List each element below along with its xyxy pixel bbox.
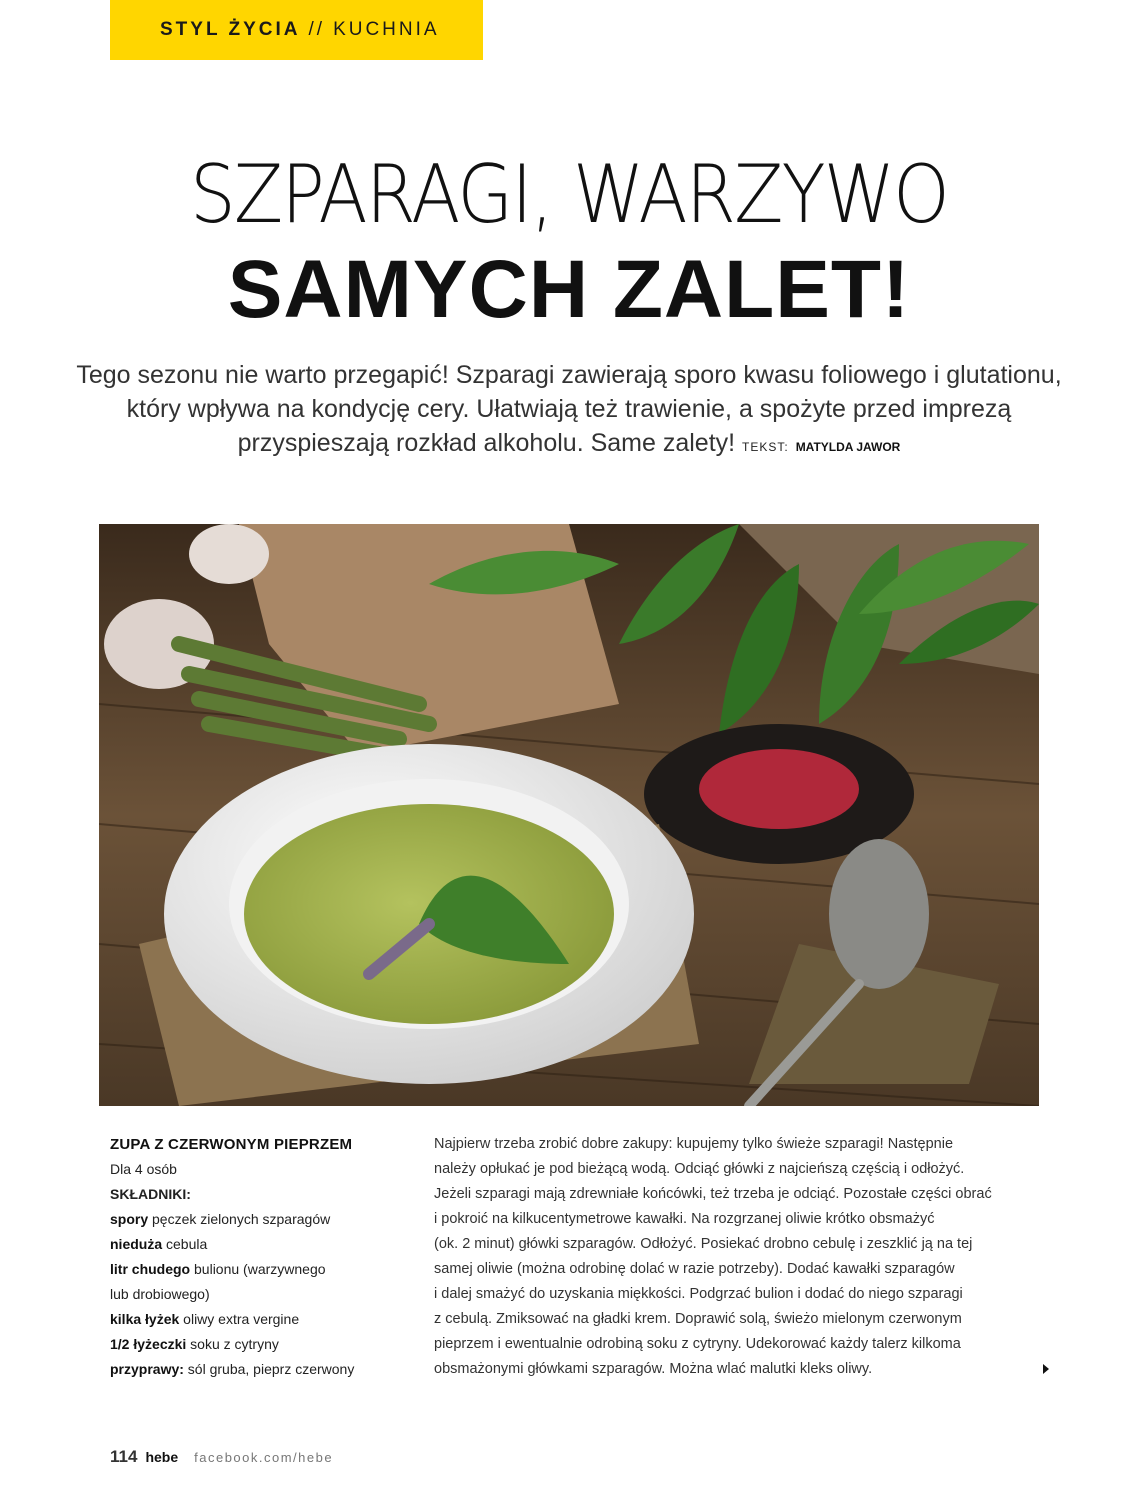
ingredient-text: oliwy extra vergine	[179, 1311, 300, 1327]
body-line: obsmażonymi główkami szparagów. Można wlać malutki kleks oliwy.	[434, 1361, 873, 1377]
ingredient-amount: nieduża	[110, 1236, 163, 1252]
ingredient-item	[110, 1282, 400, 1307]
continue-arrow-icon	[1043, 1364, 1049, 1374]
headline-line-1: SZPARAGI, WARZYWO	[189, 148, 949, 241]
body-line: (ok. 2 minut) główki szparagów. Odłożyć. Posiekać drobno cebulę i zeszklić ją na tej	[434, 1236, 973, 1252]
ingredients-label: SKŁADNIKI:	[110, 1186, 191, 1202]
ingredient-item	[110, 1332, 400, 1357]
page-footer	[110, 1447, 333, 1467]
body-line: należy opłukać je pod bieżącą wodą. Odciąć główki z najcieńszą częścią i odłożyć.	[434, 1161, 965, 1177]
body-line: i dalej smażyć do uzyskania miękkości. Podgrzać bulion i dodać do niego szparagi	[434, 1286, 963, 1302]
ingredient-text: soku z cytryny	[186, 1336, 279, 1352]
body-line: i pokroić na kilkucentymetrowe kawałki. Na rozgrzanej oliwie krótko obsmażyć	[434, 1211, 935, 1227]
ingredient-text: cebula	[162, 1236, 208, 1252]
credit-name: MATYLDA JAWOR	[795, 440, 901, 454]
ingredient-amount: kilka łyżek	[110, 1311, 180, 1327]
headline-line-2: SAMYCH ZALET!	[227, 244, 911, 335]
body-line: z cebulą. Zmiksować na gładki krem. Doprawić solą, świeżo mielonym czerwonym	[434, 1311, 962, 1327]
recipe-servings: Dla 4 osób	[110, 1161, 177, 1177]
body-line: pieprzem i ewentualnie odrobiną soku z cytryny. Udekorować każdy talerz kilkoma	[434, 1336, 961, 1352]
ingredient-text: lub drobiowego)	[110, 1286, 210, 1302]
asparagus-soup-photo	[99, 524, 1039, 1106]
credit-label: TEKST:	[742, 440, 789, 454]
ingredient-text: pęczek zielonych szparagów	[148, 1211, 331, 1227]
body-line: Jeżeli szparagi mają zdrewniałe końcówki, też trzeba je odciąć. Pozostałe części obrać	[434, 1186, 992, 1202]
ingredient-amount: litr chudego	[110, 1261, 191, 1277]
subsection-name: KUCHNIA	[333, 19, 440, 40]
body-line: Najpierw trzeba zrobić dobre zakupy: kupujemy tylko świeże szparagi! Następnie	[434, 1136, 954, 1152]
ingredient-item	[110, 1257, 400, 1282]
recipe-title: ZUPA Z CZERWONYM PIEPRZEM	[110, 1136, 353, 1153]
ingredient-amount: spory	[110, 1211, 149, 1227]
section-separator: //	[308, 19, 326, 40]
ingredient-item	[110, 1232, 400, 1257]
ingredient-text: bulionu (warzywnego	[190, 1261, 326, 1277]
section-name: STYL ŻYCIA	[160, 19, 301, 40]
ingredient-amount: przyprawy:	[110, 1361, 184, 1377]
magazine-name: hebe	[145, 1449, 179, 1465]
ingredient-text: sól gruba, pieprz czerwony	[183, 1361, 355, 1377]
lead-text: Tego sezonu nie warto przegapić! Szparagi zawierają sporo kwasu foliowego i glutationu, który wpływa na kondycję cery. Ułatwiają też trawienie, a spożyte przed imprezą przyspieszają rozkład alkoholu. Same zalety!	[76, 361, 1062, 457]
headline	[0, 150, 1138, 336]
article-body	[434, 1132, 1034, 1382]
facebook-link[interactable]: facebook.com/hebe	[194, 1450, 334, 1465]
page-number: 114	[110, 1447, 138, 1466]
ingredient-item	[110, 1307, 400, 1332]
ingredient-item	[110, 1357, 400, 1382]
ingredient-amount: 1/2 łyżeczki	[110, 1336, 187, 1352]
lead-paragraph	[60, 358, 1078, 464]
ingredient-item	[110, 1207, 400, 1232]
section-tab	[110, 0, 483, 60]
body-line: samej oliwie (można odrobinę dolać w razie potrzeby). Dodać kawałki szparagów	[434, 1261, 955, 1277]
recipe-box	[110, 1132, 400, 1382]
